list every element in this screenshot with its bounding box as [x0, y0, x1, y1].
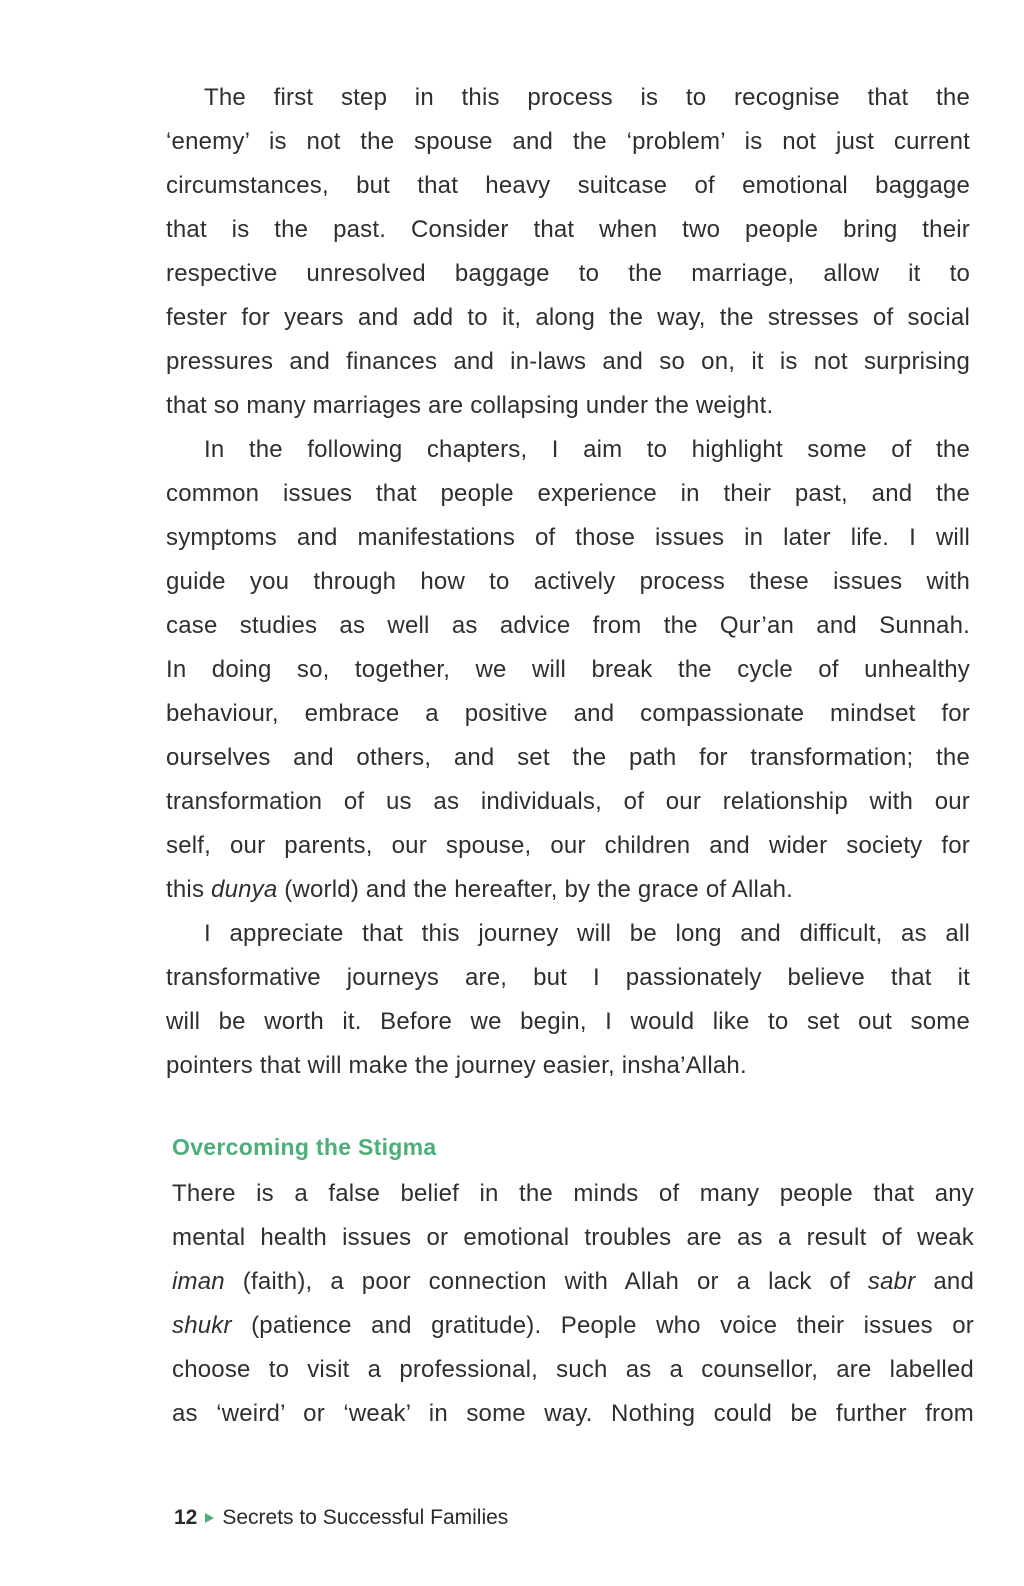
text-line: behaviour, embrace a positive and compassionate mindset for — [166, 700, 970, 727]
text-span: (world) and the hereafter, by the grace of Allah. — [277, 876, 794, 903]
text-line: guide you through how to actively process these issues with — [166, 568, 970, 595]
page-footer — [174, 1506, 508, 1530]
text-span: this — [166, 876, 212, 903]
text-span: (faith), a poor connection with Allah or a lack of — [224, 1268, 868, 1295]
text-line: circumstances, but that heavy suitcase of emotional baggage — [166, 172, 970, 199]
text-line: In doing so, together, we will break the cycle of unhealthy — [166, 656, 970, 683]
text-line — [172, 1260, 974, 1304]
text-line: fester for years and add to it, along the way, the stresses of social — [166, 304, 970, 331]
text-line: choose to visit a professional, such as a counsellor, are labelled — [172, 1356, 974, 1383]
text-line: self, our parents, our spouse, our children and wider society for — [166, 832, 970, 859]
italic-term: dunya — [211, 876, 278, 903]
book-title: Secrets to Successful Families — [222, 1506, 509, 1529]
text-line — [172, 1304, 974, 1348]
text-line: case studies as well as advice from the Qur’an and Sunnah. — [166, 612, 970, 639]
text-line: symptoms and manifestations of those issues in later life. I will — [166, 524, 970, 551]
page-number: 12 — [174, 1506, 198, 1529]
text-line: that is the past. Consider that when two people bring their — [166, 216, 970, 243]
section-heading: Overcoming the Stigma — [172, 1134, 437, 1160]
text-span: (patience and gratitude). People who voice their issues or — [231, 1312, 974, 1339]
paragraph-3 — [166, 912, 970, 1088]
text-line: common issues that people experience in their past, and the — [166, 480, 970, 507]
text-line: that so many marriages are collapsing under the weight. — [166, 392, 774, 419]
text-line: There is a false belief in the minds of many people that any — [172, 1180, 974, 1207]
text-line: mental health issues or emotional troubles are as a result of weak — [172, 1224, 974, 1251]
page-body — [166, 76, 970, 1088]
text-span: and — [915, 1268, 975, 1295]
text-line: transformative journeys are, but I passionately believe that it — [166, 964, 970, 991]
section-body — [172, 1172, 974, 1436]
paragraph-2 — [166, 428, 970, 912]
text-line: In the following chapters, I aim to highlight some of the — [204, 436, 970, 463]
italic-term: shukr — [172, 1312, 232, 1339]
text-line: The first step in this process is to recognise that the — [204, 84, 970, 111]
text-line: pressures and finances and in-laws and so on, it is not surprising — [166, 348, 970, 375]
text-line: ‘enemy’ is not the spouse and the ‘problem’ is not just current — [166, 128, 970, 155]
italic-term: sabr — [867, 1268, 916, 1295]
text-line: I appreciate that this journey will be long and difficult, as all — [204, 920, 970, 947]
text-line: will be worth it. Before we begin, I would like to set out some — [166, 1008, 970, 1035]
italic-term: iman — [172, 1268, 225, 1295]
paragraph-1 — [166, 76, 970, 428]
text-line — [166, 868, 970, 912]
triangle-right-icon — [205, 1513, 214, 1523]
text-line: ourselves and others, and set the path for transformation; the — [166, 744, 970, 771]
text-line: as ‘weird’ or ‘weak’ in some way. Nothing could be further from — [172, 1400, 974, 1427]
text-line: transformation of us as individuals, of our relationship with our — [166, 788, 970, 815]
text-line: pointers that will make the journey easier, insha’Allah. — [166, 1052, 747, 1079]
text-line: respective unresolved baggage to the marriage, allow it to — [166, 260, 970, 287]
